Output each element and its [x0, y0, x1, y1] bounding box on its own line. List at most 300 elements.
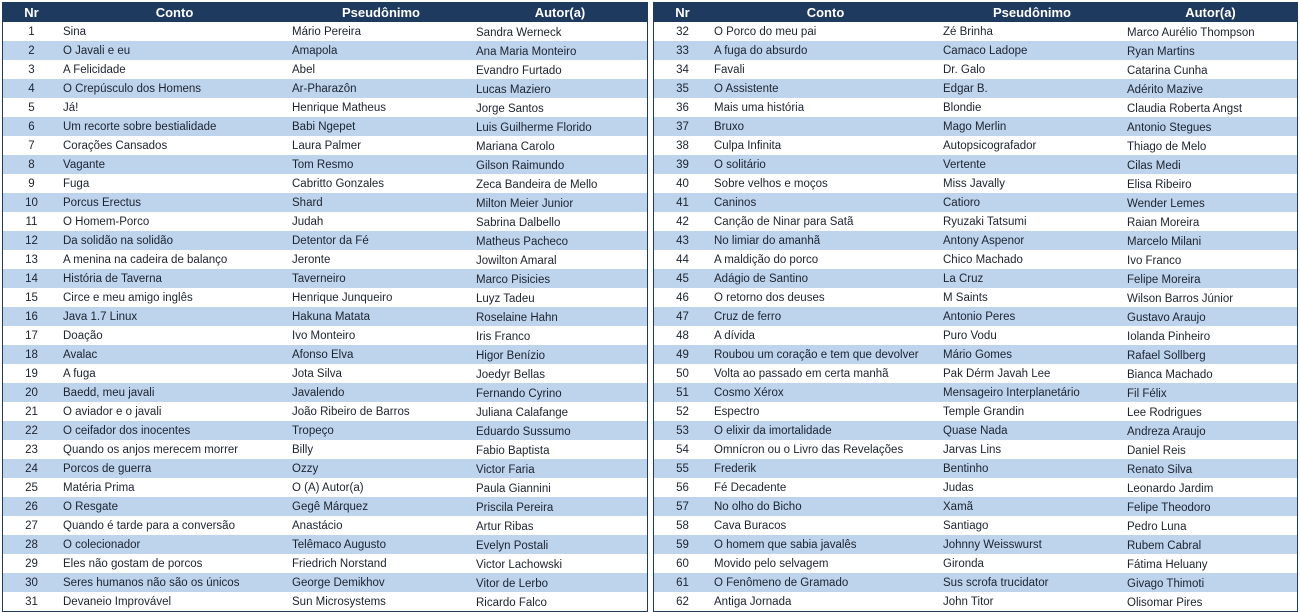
cell-pseudonimo: Miss Javally [943, 177, 1005, 190]
cell-pseudonimo: Gironda [943, 557, 984, 570]
table-row [654, 497, 1297, 516]
cell-autor: Victor Faria [476, 464, 535, 476]
table-row [3, 212, 647, 231]
cell-nr: 20 [25, 386, 38, 399]
cell-autor: Rubem Cabral [1127, 540, 1202, 552]
cell-autor: Fernando Cyrino [476, 388, 562, 400]
cell-pseudonimo: Bentinho [943, 462, 989, 475]
cell-nr: 48 [676, 329, 689, 342]
cell-pseudonimo: Cabritto Gonzales [292, 177, 385, 190]
table-row [3, 41, 647, 60]
cell-conto: O Crepúsculo dos Homens [63, 82, 202, 95]
table-row [3, 79, 647, 98]
cell-conto: Canção de Ninar para Satã [714, 215, 854, 228]
cell-nr: 41 [676, 196, 689, 209]
cell-conto: Movido pelo selvagem [714, 557, 829, 570]
cell-conto: Corações Cansados [63, 139, 168, 152]
header-autor: Autor(a) [1185, 5, 1236, 20]
cell-nr: 42 [676, 215, 689, 228]
cell-pseudonimo: La Cruz [943, 272, 984, 285]
cell-autor: Sandra Werneck [476, 27, 562, 39]
cell-conto: Bruxo [714, 120, 745, 133]
cell-autor: Priscila Pereira [476, 502, 554, 514]
cell-autor: Ivo Franco [1127, 255, 1182, 267]
cell-nr: 14 [25, 272, 38, 285]
cell-nr: 44 [676, 253, 689, 266]
table-row [654, 440, 1297, 459]
cell-conto: Volta ao passado em certa manhã [714, 367, 889, 380]
cell-nr: 54 [676, 443, 689, 456]
cell-nr: 1 [28, 25, 35, 38]
cell-conto: Já! [63, 101, 79, 114]
cell-nr: 10 [25, 196, 38, 209]
table-row [654, 60, 1297, 79]
cell-conto: A maldição do porco [714, 253, 819, 266]
cell-conto: Favali [714, 63, 745, 76]
cell-pseudonimo: Autopsicografador [943, 139, 1037, 152]
cell-nr: 30 [25, 576, 38, 589]
cell-conto: Roubou um coração e tem que devolver [714, 348, 919, 361]
cell-pseudonimo: Vertente [943, 158, 986, 171]
cell-pseudonimo: O (A) Autor(a) [292, 481, 364, 494]
cell-conto: O homem que sabia javalês [714, 538, 857, 551]
table-row [3, 231, 647, 250]
cell-pseudonimo: Mensageiro Interplanetário [943, 386, 1080, 399]
cell-pseudonimo: Blondie [943, 101, 982, 114]
cell-autor: Marco Pisicies [476, 274, 551, 286]
cell-nr: 12 [25, 234, 38, 247]
table-row [3, 554, 647, 573]
table-row [3, 440, 647, 459]
cell-nr: 36 [676, 101, 689, 114]
cell-autor: Victor Lachowski [476, 559, 563, 571]
cell-conto: Caninos [714, 196, 757, 209]
table-row [3, 402, 647, 421]
cell-autor: Eduardo Sussumo [476, 426, 571, 438]
cell-autor: Sabrina Dalbello [476, 217, 561, 229]
table-row [654, 573, 1297, 592]
cell-conto: A fuga do absurdo [714, 44, 808, 57]
table-row [3, 478, 647, 497]
cell-nr: 59 [676, 538, 689, 551]
cell-conto: Seres humanos não são os únicos [63, 576, 240, 589]
cell-autor: Artur Ribas [476, 521, 534, 533]
table-row [3, 250, 647, 269]
cell-nr: 29 [25, 557, 38, 570]
cell-conto: Matéria Prima [63, 481, 135, 494]
table-row [3, 307, 647, 326]
cell-nr: 5 [28, 101, 35, 114]
cell-conto: No olho do Bicho [714, 500, 802, 513]
cell-nr: 22 [25, 424, 38, 437]
cell-pseudonimo: Pak Dérm Javah Lee [943, 367, 1051, 380]
cell-nr: 9 [28, 177, 35, 190]
table-row [654, 155, 1297, 174]
header-autor: Autor(a) [534, 5, 586, 20]
cell-autor: Daniel Reis [1127, 445, 1186, 457]
cell-conto: O Fenômeno de Gramado [714, 576, 849, 589]
cell-autor: Marco Aurélio Thompson [1127, 27, 1255, 39]
cell-conto: Um recorte sobre bestialidade [63, 120, 217, 133]
cell-conto: Antiga Jornada [714, 595, 792, 608]
cell-pseudonimo: Detentor da Fé [292, 234, 369, 247]
table-row [654, 421, 1297, 440]
cell-conto: Java 1.7 Linux [63, 310, 138, 323]
cell-nr: 15 [25, 291, 38, 304]
cell-nr: 50 [676, 367, 689, 380]
cell-conto: O elixir da imortalidade [714, 424, 832, 437]
cell-conto: Vagante [63, 158, 105, 171]
cell-autor: Gilson Raimundo [476, 160, 565, 172]
cell-nr: 28 [25, 538, 38, 551]
table-row [654, 193, 1297, 212]
table-row [3, 193, 647, 212]
table-row [654, 326, 1297, 345]
cell-nr: 11 [25, 215, 38, 228]
cell-pseudonimo: Puro Vodu [943, 329, 997, 342]
cell-pseudonimo: João Ribeiro de Barros [292, 405, 410, 418]
table-row [3, 573, 647, 592]
cell-pseudonimo: Camaco Ladope [943, 44, 1028, 57]
cell-pseudonimo: Sun Microsystems [292, 595, 386, 608]
table-row [3, 535, 647, 554]
cell-pseudonimo: Javalendo [292, 386, 345, 399]
cell-autor: Joedyr Bellas [476, 369, 546, 381]
cell-pseudonimo: Afonso Elva [292, 348, 354, 361]
table-row [654, 592, 1297, 611]
cell-autor: Raian Moreira [1127, 217, 1200, 229]
cell-pseudonimo: Judah [292, 215, 324, 228]
cell-pseudonimo: Xamã [943, 500, 974, 513]
cell-conto: Devaneio Improvável [63, 595, 172, 608]
cell-pseudonimo: Gegê Márquez [292, 500, 369, 513]
cell-conto: O ceifador dos inocentes [63, 424, 191, 437]
table-row [654, 117, 1297, 136]
cell-conto: História de Taverna [63, 272, 162, 285]
table-row [3, 592, 647, 611]
cell-conto: A menina na cadeira de balanço [63, 253, 228, 266]
cell-conto: O Homem-Porco [63, 215, 150, 228]
cell-conto: Quando é tarde para a conversão [63, 519, 235, 532]
cell-autor: Thiago de Melo [1127, 141, 1207, 153]
cell-pseudonimo: Jota Silva [292, 367, 342, 380]
cell-conto: Baedd, meu javali [63, 386, 155, 399]
cell-conto: A dívida [714, 329, 755, 342]
cell-autor: Paula Giannini [476, 483, 551, 495]
cell-nr: 52 [676, 405, 689, 418]
table-row [654, 288, 1297, 307]
cell-pseudonimo: Quase Nada [943, 424, 1008, 437]
cell-autor: Iolanda Pinheiro [1127, 331, 1211, 343]
cell-autor: Jowilton Amaral [476, 255, 557, 267]
table-row [654, 402, 1297, 421]
cell-pseudonimo: Telêmaco Augusto [292, 538, 386, 551]
cell-pseudonimo: Sus scrofa trucidator [943, 576, 1049, 589]
cell-pseudonimo: Ryuzaki Tatsumi [943, 215, 1027, 228]
cell-pseudonimo: Friedrich Norstand [292, 557, 387, 570]
cell-nr: 13 [25, 253, 38, 266]
cell-nr: 23 [25, 443, 38, 456]
cell-conto: O Resgate [63, 500, 118, 513]
cell-pseudonimo: Judas [943, 481, 974, 494]
cell-autor: Juliana Calafange [476, 407, 569, 419]
cell-pseudonimo: George Demikhov [292, 576, 385, 589]
table-row [3, 421, 647, 440]
cell-autor: Jorge Santos [476, 103, 544, 115]
table-row [654, 459, 1297, 478]
table-row [654, 79, 1297, 98]
cell-conto: O Porco do meu pai [714, 25, 817, 38]
cell-autor: Fil Félix [1127, 388, 1167, 400]
cell-autor: Pedro Luna [1127, 521, 1187, 533]
cell-pseudonimo: Taverneiro [292, 272, 346, 285]
cell-pseudonimo: Shard [292, 196, 323, 209]
cell-pseudonimo: Edgar B. [943, 82, 988, 95]
cell-pseudonimo: Catioro [943, 196, 981, 209]
cell-pseudonimo: Johnny Weisswurst [943, 538, 1042, 551]
cell-nr: 19 [25, 367, 38, 380]
cell-conto: Culpa Infinita [714, 139, 782, 152]
cell-pseudonimo: Santiago [943, 519, 989, 532]
cell-pseudonimo: Tropeço [292, 424, 334, 437]
cell-conto: Avalac [63, 348, 98, 361]
table-row [654, 212, 1297, 231]
cell-conto: Porcos de guerra [63, 462, 152, 475]
cell-conto: O aviador e o javali [63, 405, 162, 418]
cell-pseudonimo: Amapola [292, 44, 338, 57]
cell-pseudonimo: Mago Merlin [943, 120, 1007, 133]
cell-autor: Renato Silva [1127, 464, 1193, 476]
cell-conto: Sobre velhos e moços [714, 177, 828, 190]
cell-autor: Mariana Carolo [476, 141, 555, 153]
cell-conto: O Javali e eu [63, 44, 131, 57]
cell-autor: Zeca Bandeira de Mello [476, 179, 598, 191]
cell-nr: 24 [25, 462, 38, 475]
cell-pseudonimo: Zé Brinha [943, 25, 993, 38]
left-table [2, 2, 648, 612]
cell-nr: 4 [28, 82, 35, 95]
cell-conto: A fuga [63, 367, 96, 380]
table-row [3, 497, 647, 516]
cell-autor: Lucas Maziero [476, 84, 551, 96]
table-row [654, 250, 1297, 269]
cell-autor: Leonardo Jardim [1127, 483, 1214, 495]
cell-nr: 47 [676, 310, 689, 323]
cell-autor: Higor Benízio [476, 350, 546, 362]
cell-autor: Matheus Pacheco [476, 236, 569, 248]
cell-pseudonimo: Tom Resmo [292, 158, 354, 171]
table-row [3, 345, 647, 364]
cell-autor: Fabio Baptista [476, 445, 550, 457]
cell-pseudonimo: Anastácio [292, 519, 343, 532]
cell-nr: 37 [676, 120, 689, 133]
cell-nr: 55 [676, 462, 689, 475]
cell-nr: 40 [676, 177, 689, 190]
cell-autor: Wilson Barros Júnior [1127, 293, 1234, 305]
cell-conto: Da solidão na solidão [63, 234, 173, 247]
cell-autor: Ana Maria Monteiro [476, 46, 577, 58]
cell-autor: Olisomar Pires [1127, 597, 1203, 609]
cell-nr: 49 [676, 348, 689, 361]
cell-conto: Quando os anjos merecem morrer [63, 443, 239, 456]
table-row [654, 535, 1297, 554]
cell-conto: Fuga [63, 177, 90, 190]
table-row [3, 117, 647, 136]
cell-pseudonimo: Antony Aspenor [943, 234, 1025, 247]
cell-nr: 21 [25, 405, 38, 418]
table-row [3, 22, 647, 41]
cell-nr: 33 [676, 44, 689, 57]
cell-autor: Milton Meier Junior [476, 198, 574, 210]
cell-nr: 27 [25, 519, 38, 532]
cell-conto: Porcus Erectus [63, 196, 141, 209]
cell-conto: Mais uma história [714, 101, 805, 114]
cell-pseudonimo: Ar-Pharazôn [292, 82, 357, 95]
cell-nr: 2 [28, 44, 35, 57]
cell-autor: Evelyn Postali [476, 540, 549, 552]
table-row [3, 326, 647, 345]
cell-nr: 56 [676, 481, 689, 494]
table-row [654, 364, 1297, 383]
table-row [654, 98, 1297, 117]
cell-nr: 62 [676, 595, 689, 608]
cell-pseudonimo: M Saints [943, 291, 988, 304]
cell-pseudonimo: Ivo Monteiro [292, 329, 356, 342]
table-row [3, 364, 647, 383]
table-row [3, 288, 647, 307]
cell-autor: Andreza Araujo [1127, 426, 1206, 438]
cell-nr: 60 [676, 557, 689, 570]
cell-pseudonimo: Hakuna Matata [292, 310, 370, 323]
cell-pseudonimo: Jeronte [292, 253, 331, 266]
cell-nr: 34 [676, 63, 689, 76]
cell-autor: Vitor de Lerbo [476, 578, 549, 590]
cell-nr: 61 [676, 576, 689, 589]
table-row [654, 516, 1297, 535]
cell-conto: Cava Buracos [714, 519, 787, 532]
cell-pseudonimo: Mário Gomes [943, 348, 1013, 361]
cell-pseudonimo: Dr. Galo [943, 63, 986, 76]
table-row [3, 136, 647, 155]
table-row [3, 155, 647, 174]
table-row [3, 459, 647, 478]
cell-conto: O colecionador [63, 538, 141, 551]
table-row [3, 98, 647, 117]
cell-nr: 53 [676, 424, 689, 437]
cell-nr: 45 [676, 272, 689, 285]
header-conto: Conto [806, 5, 845, 20]
cell-nr: 6 [28, 120, 35, 133]
cell-autor: Luyz Tadeu [476, 293, 535, 305]
cell-nr: 18 [25, 348, 38, 361]
cell-autor: Felipe Theodoro [1127, 502, 1211, 514]
cell-nr: 3 [28, 63, 35, 76]
cell-pseudonimo: Chico Machado [943, 253, 1023, 266]
cell-conto: Eles não gostam de porcos [63, 557, 203, 570]
cell-autor: Lee Rodrigues [1127, 407, 1202, 419]
cell-pseudonimo: Babi Ngepet [292, 120, 356, 133]
cell-nr: 35 [676, 82, 689, 95]
cell-conto: Adágio de Santino [714, 272, 808, 285]
cell-nr: 16 [25, 310, 38, 323]
cell-autor: Adérito Mazive [1127, 84, 1204, 96]
cell-nr: 51 [676, 386, 689, 399]
table-row [654, 231, 1297, 250]
cell-autor: Evandro Furtado [476, 65, 562, 77]
cell-autor: Cilas Medi [1127, 160, 1181, 172]
header-nr: Nr [675, 5, 690, 20]
table-row [3, 60, 647, 79]
table-header [654, 3, 1297, 22]
right-table [653, 2, 1298, 612]
cell-autor: Claudia Roberta Angst [1127, 103, 1243, 115]
cell-conto: Espectro [714, 405, 760, 418]
cell-conto: Doação [63, 329, 103, 342]
cell-pseudonimo: Jarvas Lins [943, 443, 1002, 456]
cell-autor: Roselaine Hahn [476, 312, 558, 324]
table-row [654, 383, 1297, 402]
table-row [654, 22, 1297, 41]
cell-autor: Bianca Machado [1127, 369, 1213, 381]
cell-conto: O retorno dos deuses [714, 291, 825, 304]
table-row [654, 478, 1297, 497]
cell-nr: 43 [676, 234, 689, 247]
header-nr: Nr [24, 5, 39, 20]
cell-autor: Gustavo Araujo [1127, 312, 1206, 324]
cell-nr: 58 [676, 519, 689, 532]
cell-conto: Omnícron ou o Livro das Revelações [714, 443, 904, 456]
cell-autor: Givago Thimoti [1127, 578, 1205, 590]
cell-nr: 17 [25, 329, 38, 342]
cell-autor: Felipe Moreira [1127, 274, 1201, 286]
cell-nr: 26 [25, 500, 38, 513]
cell-pseudonimo: Ozzy [292, 462, 319, 475]
cell-autor: Luis Guilherme Florido [476, 122, 592, 134]
cell-autor: Ryan Martins [1127, 46, 1195, 58]
cell-pseudonimo: Laura Palmer [292, 139, 362, 152]
cell-pseudonimo: Mário Pereira [292, 25, 362, 38]
cell-pseudonimo: Antonio Peres [943, 310, 1016, 323]
cell-nr: 25 [25, 481, 38, 494]
table-row [3, 516, 647, 535]
cell-conto: Cruz de ferro [714, 310, 782, 323]
table-row [3, 269, 647, 288]
cell-nr: 57 [676, 500, 689, 513]
table-row [654, 41, 1297, 60]
header-pseudonimo: Pseudônimo [341, 5, 420, 20]
cell-autor: Elisa Ribeiro [1127, 179, 1192, 191]
cell-conto: Sina [63, 25, 87, 38]
cell-conto: No limiar do amanhã [714, 234, 821, 247]
table-row [3, 174, 647, 193]
cell-pseudonimo: Temple Grandin [943, 405, 1025, 418]
cell-nr: 38 [676, 139, 689, 152]
cell-pseudonimo: Henrique Junqueiro [292, 291, 393, 304]
cell-conto: Circe e meu amigo inglês [63, 291, 193, 304]
cell-autor: Catarina Cunha [1127, 65, 1208, 77]
cell-conto: Cosmo Xérox [714, 386, 784, 399]
table-row [654, 345, 1297, 364]
header-conto: Conto [155, 5, 194, 20]
cell-pseudonimo: Billy [292, 443, 314, 456]
table-header [3, 3, 647, 22]
cell-pseudonimo: John Titor [943, 595, 994, 608]
table-row [654, 554, 1297, 573]
cell-nr: 39 [676, 158, 689, 171]
cell-autor: Iris Franco [476, 331, 531, 343]
cell-conto: Frederik [714, 462, 757, 475]
cell-conto: O solitário [714, 158, 766, 171]
